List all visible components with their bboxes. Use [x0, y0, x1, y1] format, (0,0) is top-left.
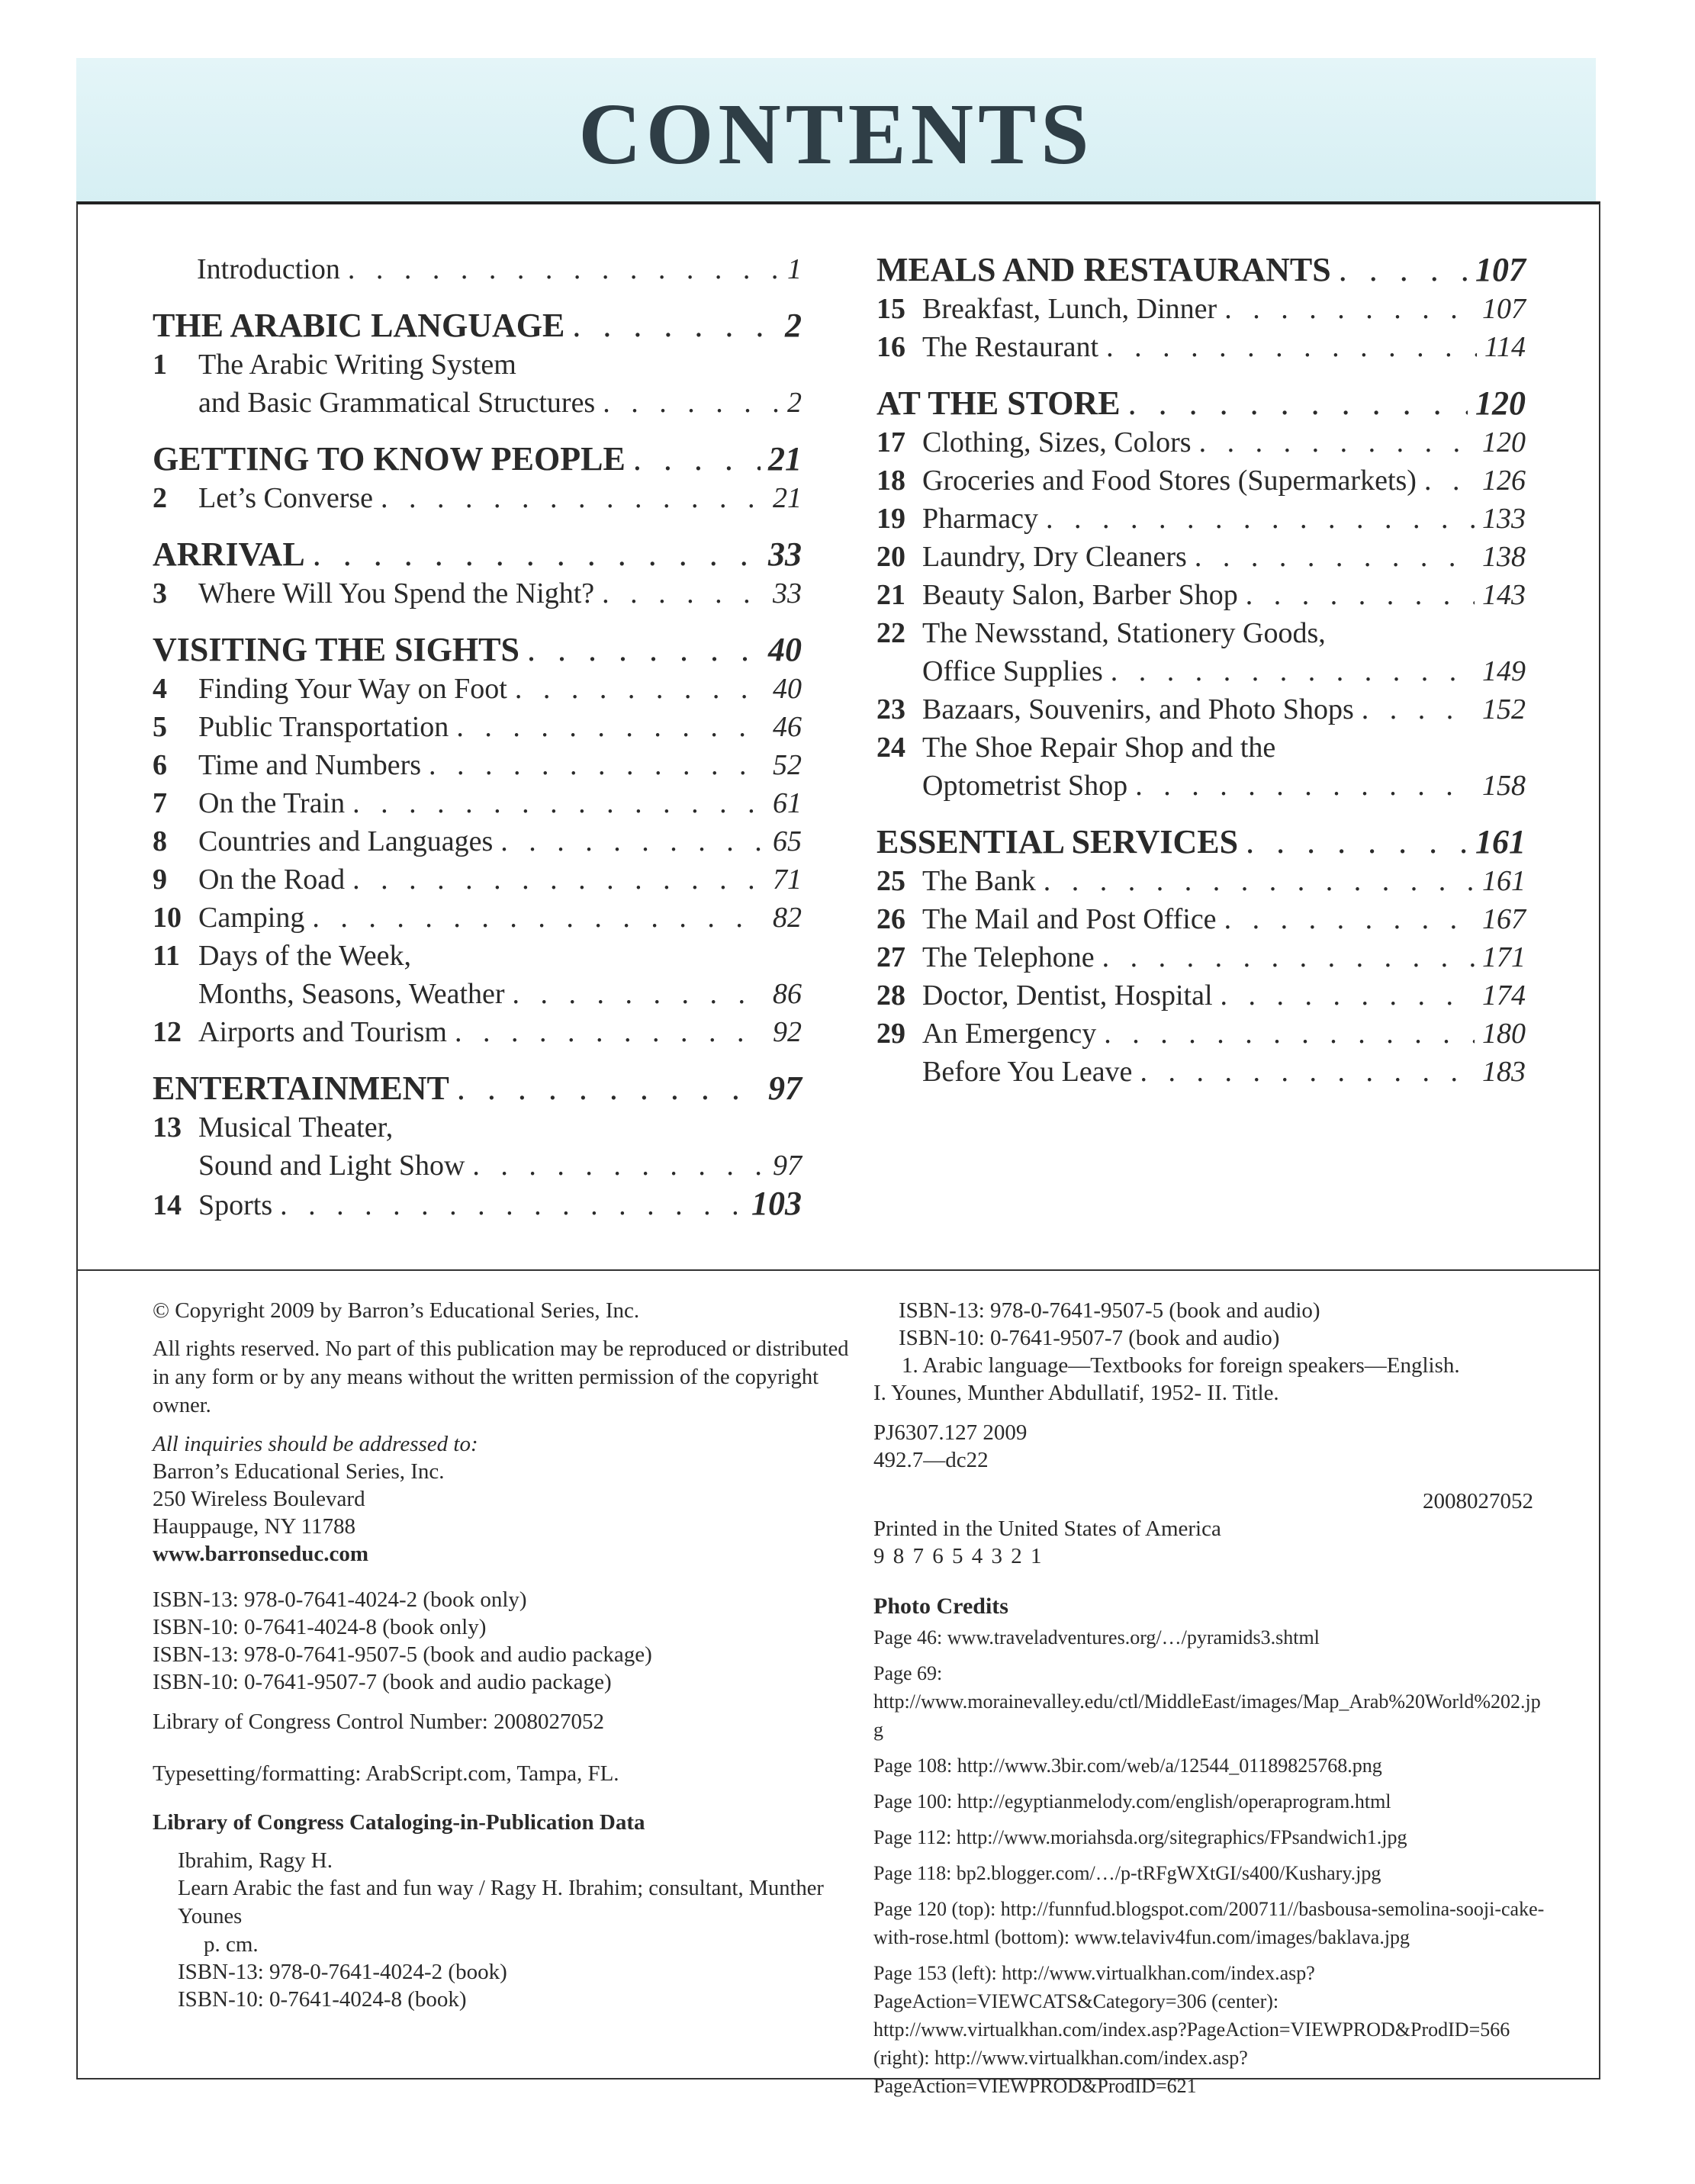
- toc-entry[interactable]: [153, 975, 802, 1013]
- toc-entry[interactable]: [876, 938, 1526, 976]
- page-number: 103: [751, 1185, 802, 1222]
- photo-credits-heading: Photo Credits: [873, 1594, 1008, 1619]
- page-number: 133: [1482, 503, 1526, 535]
- dot-leader: [1221, 976, 1475, 1015]
- chapter-number: 3: [153, 577, 167, 610]
- dot-leader: [472, 1147, 765, 1185]
- entry-title: Groceries and Food Stores (Supermarkets): [922, 465, 1417, 497]
- chapter-number: 8: [153, 825, 167, 857]
- page-number: 33: [768, 536, 802, 573]
- dot-leader: [1104, 1015, 1475, 1053]
- entry-title: Beauty Salon, Barber Shop: [922, 579, 1238, 611]
- entry-title: Introduction: [197, 253, 340, 285]
- chapter-number: 1: [153, 349, 167, 381]
- entry-title: Time and Numbers: [198, 749, 422, 781]
- chapter-number: 26: [876, 903, 905, 935]
- copyright-column: [153, 1297, 854, 2013]
- chapter-number: 15: [876, 293, 905, 325]
- toc-entry[interactable]: [876, 328, 1526, 366]
- entry-title: The Shoe Repair Shop and the: [922, 732, 1276, 764]
- dot-leader: [1044, 862, 1475, 900]
- chapter-number: 9: [153, 864, 167, 896]
- page-number: 40: [768, 631, 802, 668]
- cip-added-entries: I. Younes, Munther Abdullatif, 1952- II. Title.: [873, 1381, 1279, 1405]
- chapter-number: 5: [153, 711, 167, 743]
- isbn-line: ISBN-10: 0-7641-9507-7 (book and audio package): [153, 1670, 612, 1694]
- cip-isbn: ISBN-13: 978-0-7641-4024-2 (book): [178, 1960, 507, 1984]
- dot-leader: [1339, 250, 1468, 290]
- photo-credit-item: Page 120 (top): http://funnfud.blogspot.com/200711//basbousa-semolina-sooji-cake-with-rose.html (bottom): www.telaviv4fun.com/images/baklava.jpg: [873, 1898, 1545, 1948]
- dot-leader: [352, 784, 765, 822]
- toc-entry[interactable]: [153, 346, 802, 384]
- toc-section-heading[interactable]: [153, 630, 802, 670]
- page-number: 40: [773, 673, 802, 705]
- toc-left-column: [153, 250, 802, 1223]
- page-number: 120: [1482, 426, 1526, 458]
- page-number: 2: [785, 307, 802, 344]
- dot-leader: [1140, 1053, 1475, 1091]
- copyright-line: © Copyright 2009 by Barron’s Educational Series, Inc.: [153, 1298, 640, 1323]
- toc-section-heading[interactable]: [153, 535, 802, 574]
- page-number: 82: [773, 902, 802, 934]
- page-number: 152: [1482, 693, 1526, 725]
- chapter-number: 14: [153, 1189, 182, 1221]
- chapter-number: 21: [876, 579, 905, 611]
- entry-title: Public Transportation: [198, 711, 449, 743]
- page-number: 33: [773, 577, 802, 610]
- entry-title: The Telephone: [922, 941, 1095, 973]
- entry-title: Office Supplies: [922, 655, 1103, 687]
- entry-title: Finding Your Way on Foot: [198, 673, 507, 705]
- page-number: 174: [1482, 979, 1526, 1012]
- entry-title: On the Train: [198, 787, 346, 819]
- section-divider: [76, 1269, 1600, 1271]
- toc-section-heading[interactable]: [153, 439, 802, 479]
- entry-title: Sports: [198, 1189, 273, 1221]
- dot-leader: [1046, 500, 1475, 538]
- dot-leader: [500, 822, 765, 860]
- page-number: 171: [1482, 941, 1526, 973]
- page-number: 158: [1482, 770, 1526, 802]
- dot-leader: [381, 479, 765, 517]
- cip-pcm: p. cm.: [204, 1932, 259, 1957]
- toc-entry[interactable]: [153, 384, 802, 422]
- toc-entry[interactable]: [876, 423, 1526, 462]
- toc-entry[interactable]: [153, 1013, 802, 1051]
- publisher-name: Barron’s Educational Series, Inc.: [153, 1459, 445, 1484]
- printing-line: 9 8 7 6 5 4 3 2 1: [873, 1544, 1044, 1568]
- lc-classification: PJ6307.127 2009: [873, 1420, 1028, 1445]
- toc-entry[interactable]: [153, 250, 802, 288]
- toc-entry[interactable]: [876, 614, 1526, 652]
- cip-right-column: [873, 1297, 1545, 2108]
- page-number: 97: [773, 1150, 802, 1182]
- toc-entry[interactable]: [876, 862, 1526, 900]
- toc-entry[interactable]: [153, 670, 802, 708]
- page-number: 114: [1484, 331, 1526, 363]
- dot-leader: [1195, 538, 1475, 576]
- dot-leader: [1224, 290, 1475, 328]
- entry-title: Doctor, Dentist, Hospital: [922, 979, 1213, 1012]
- dot-leader: [1199, 423, 1475, 462]
- dot-leader: [1102, 938, 1475, 976]
- toc-entry[interactable]: [876, 576, 1526, 614]
- toc-entry[interactable]: [876, 462, 1526, 500]
- cip-author: Ibrahim, Ragy H.: [178, 1848, 333, 1873]
- entry-title: Laundry, Dry Cleaners: [922, 541, 1187, 573]
- cip-record: [153, 1847, 854, 2013]
- cip-right-isbn: ISBN-10: 0-7641-9507-7 (book and audio): [899, 1326, 1280, 1350]
- entry-title: ESSENTIAL SERVICES: [876, 823, 1239, 860]
- page-number: 86: [773, 978, 802, 1010]
- inquiries-label: All inquiries should be addressed to:: [153, 1432, 478, 1456]
- chapter-number: 29: [876, 1018, 905, 1050]
- page-number: 71: [773, 864, 802, 896]
- lccn: 2008027052: [1423, 1489, 1533, 1513]
- dot-leader: [1246, 822, 1468, 862]
- entry-title: Breakfast, Lunch, Dinner: [922, 293, 1217, 325]
- dot-leader: [457, 1069, 761, 1108]
- entry-title: Let’s Converse: [198, 482, 374, 514]
- toc-entry[interactable]: [876, 652, 1526, 690]
- entry-title: AT THE STORE: [876, 384, 1121, 422]
- toc-entry[interactable]: [153, 574, 802, 613]
- entry-title: THE ARABIC LANGUAGE: [153, 307, 565, 344]
- entry-title: MEALS AND RESTAURANTS: [876, 251, 1331, 288]
- page-number: 46: [773, 711, 802, 743]
- photo-credit-item: Page 153 (left): http://www.virtualkhan.com/index.asp?PageAction=VIEWCATS&Category=306 (center): http://www.virtualkhan.com/index.asp?PageAction=VIEWPROD&ProdID=566 (right): http://www.virtualkhan.com/index.asp?PageAction=VIEWPROD&ProdID=621: [873, 1962, 1510, 2097]
- toc-section-heading[interactable]: [876, 384, 1526, 423]
- isbn-line: ISBN-13: 978-0-7641-9507-5 (book and audio package): [153, 1642, 652, 1667]
- toc-entry[interactable]: [153, 899, 802, 937]
- page-number: 21: [768, 440, 802, 478]
- dot-leader: [1111, 652, 1475, 690]
- toc-entry[interactable]: [876, 538, 1526, 576]
- chapter-number: 25: [876, 865, 905, 897]
- title-banner: [76, 58, 1596, 203]
- page-number: 65: [773, 825, 802, 857]
- toc-entry[interactable]: [153, 746, 802, 784]
- cip-title: Learn Arabic the fast and fun way / Ragy H. Ibrahim; consultant, Munther Younes: [178, 1877, 824, 1928]
- page-number: 138: [1482, 541, 1526, 573]
- chapter-number: 11: [153, 940, 180, 972]
- isbn-line: ISBN-13: 978-0-7641-4024-2 (book only): [153, 1587, 527, 1612]
- entry-title: Months, Seasons, Weather: [198, 978, 505, 1010]
- toc-entry[interactable]: [153, 860, 802, 899]
- photo-credit-item: Page 112: http://www.moriahsda.org/sitegraphics/FPsandwich1.jpg: [873, 1826, 1407, 1848]
- typesetting-credit: Typesetting/formatting: ArabScript.com, Tampa, FL.: [153, 1761, 619, 1786]
- toc-entry[interactable]: [876, 767, 1526, 805]
- toc-entry[interactable]: [876, 1053, 1526, 1091]
- dewey-number: 492.7—dc22: [873, 1448, 989, 1472]
- chapter-number: 19: [876, 503, 905, 535]
- dot-leader: [1246, 576, 1475, 614]
- chapter-number: 28: [876, 979, 905, 1012]
- dot-leader: [1106, 328, 1477, 366]
- dot-leader: [513, 975, 765, 1013]
- toc-entry[interactable]: [153, 1185, 802, 1223]
- entry-title: The Restaurant: [922, 331, 1099, 363]
- toc-entry[interactable]: [153, 937, 802, 975]
- dot-leader: [1128, 384, 1468, 423]
- photo-credit-item: Page 69: http://www.morainevalley.edu/ctl/MiddleEast/images/Map_Arab%20World%202.jpg: [873, 1662, 1541, 1741]
- dot-leader: [527, 630, 761, 670]
- dot-leader: [313, 535, 761, 574]
- toc-entry[interactable]: [153, 784, 802, 822]
- page-number: 161: [1475, 823, 1526, 860]
- toc-section-heading[interactable]: [153, 306, 802, 346]
- toc-entry[interactable]: [876, 976, 1526, 1015]
- chapter-number: 12: [153, 1016, 182, 1048]
- dot-leader: [1135, 767, 1475, 805]
- cip-heading: Library of Congress Cataloging-in-Publication Data: [153, 1810, 645, 1835]
- toc-entry[interactable]: [876, 290, 1526, 328]
- toc-section-heading[interactable]: [876, 250, 1526, 290]
- entry-title: The Bank: [922, 865, 1036, 897]
- entry-title: Airports and Tourism: [198, 1016, 447, 1048]
- toc-entry[interactable]: [876, 729, 1526, 767]
- chapter-number: 18: [876, 465, 905, 497]
- chapter-number: 22: [876, 617, 905, 649]
- toc-entry[interactable]: [153, 708, 802, 746]
- dot-leader: [633, 439, 761, 479]
- toc-entry[interactable]: [153, 1147, 802, 1185]
- toc-entry[interactable]: [876, 690, 1526, 729]
- entry-title: The Arabic Writing System: [198, 349, 516, 381]
- publisher-street: 250 Wireless Boulevard: [153, 1487, 365, 1511]
- page-number: 180: [1482, 1018, 1526, 1050]
- dot-leader: [455, 1013, 765, 1051]
- dot-leader: [603, 384, 780, 422]
- chapter-number: 6: [153, 749, 167, 781]
- toc-entry[interactable]: [876, 900, 1526, 938]
- entry-title: Bazaars, Souvenirs, and Photo Shops: [922, 693, 1354, 725]
- dot-leader: [602, 574, 765, 613]
- photo-credit-item: Page 108: http://www.3bir.com/web/a/12544_01189825768.png: [873, 1755, 1382, 1777]
- entry-title: Days of the Week,: [198, 940, 412, 972]
- chapter-number: 23: [876, 693, 905, 725]
- entry-title: Clothing, Sizes, Colors: [922, 426, 1192, 458]
- toc-right-column: [876, 250, 1526, 1091]
- page-number: 97: [768, 1069, 802, 1107]
- printed-in: Printed in the United States of America: [873, 1517, 1221, 1541]
- rights-notice: All rights reserved. No part of this publication may be reproduced or distributed in any form or by any means without the written permission of the copyright owner.: [153, 1337, 849, 1417]
- entry-title: Countries and Languages: [198, 825, 494, 857]
- page-number: 167: [1482, 903, 1526, 935]
- page-number: 126: [1482, 465, 1526, 497]
- photo-credit-item: Page 46: www.traveladventures.org/…/pyramids3.shtml: [873, 1626, 1320, 1648]
- chapter-number: 13: [153, 1111, 182, 1143]
- page-number: 52: [773, 749, 802, 781]
- chapter-number: 17: [876, 426, 905, 458]
- page-number: 183: [1482, 1056, 1526, 1088]
- entry-title: GETTING TO KNOW PEOPLE: [153, 440, 626, 478]
- entry-title: Before You Leave: [922, 1056, 1133, 1088]
- entry-title: On the Road: [198, 864, 346, 896]
- page-number: 120: [1475, 384, 1526, 422]
- cip-subject: 1. Arabic language—Textbooks for foreign speakers—English.: [902, 1353, 1460, 1378]
- page-number: 107: [1475, 251, 1526, 288]
- photo-credit-item: Page 118: bp2.blogger.com/…/p-tRFgWXtGI/s400/Kushary.jpg: [873, 1862, 1381, 1884]
- dot-leader: [348, 250, 780, 288]
- dot-leader: [429, 746, 765, 784]
- page-number: 61: [773, 787, 802, 819]
- toc-entry[interactable]: [153, 1108, 802, 1147]
- dot-leader: [352, 860, 765, 899]
- photo-credits-list: [873, 1623, 1545, 2100]
- cip-isbn: ISBN-10: 0-7641-4024-8 (book): [178, 1987, 467, 2012]
- entry-title: Where Will You Spend the Night?: [198, 577, 595, 610]
- page-number: 143: [1482, 579, 1526, 611]
- page-title: CONTENTS: [578, 85, 1094, 182]
- entry-title: Sound and Light Show: [198, 1150, 465, 1182]
- chapter-number: 2: [153, 482, 167, 514]
- dot-leader: [456, 708, 765, 746]
- dot-leader: [280, 1186, 744, 1224]
- chapter-number: 27: [876, 941, 905, 973]
- chapter-number: 10: [153, 902, 182, 934]
- page-number: 161: [1482, 865, 1526, 897]
- dot-leader: [312, 899, 765, 937]
- publisher-website: www.barronseduc.com: [153, 1542, 369, 1566]
- chapter-number: 16: [876, 331, 905, 363]
- chapter-number: 4: [153, 673, 167, 705]
- entry-title: Pharmacy: [922, 503, 1038, 535]
- photo-credit-item: Page 100: http://egyptianmelody.com/english/operaprogram.html: [873, 1790, 1391, 1812]
- cip-right-isbn: ISBN-13: 978-0-7641-9507-5 (book and audio): [899, 1298, 1320, 1323]
- entry-title: The Newsstand, Stationery Goods,: [922, 617, 1326, 649]
- toc-section-heading[interactable]: [876, 822, 1526, 862]
- page-number: 2: [787, 387, 802, 419]
- entry-title: Musical Theater,: [198, 1111, 394, 1143]
- page-number: 1: [787, 253, 802, 285]
- toc-entry[interactable]: [876, 1015, 1526, 1053]
- chapter-number: 24: [876, 732, 905, 764]
- dot-leader: [515, 670, 765, 708]
- toc-section-heading[interactable]: [153, 1069, 802, 1108]
- publisher-city: Hauppauge, NY 11788: [153, 1514, 356, 1539]
- toc-entry[interactable]: [153, 479, 802, 517]
- entry-title: and Basic Grammatical Structures: [198, 387, 596, 419]
- dot-leader: [572, 306, 777, 346]
- toc-entry[interactable]: [876, 500, 1526, 538]
- isbn-line: ISBN-10: 0-7641-4024-8 (book only): [153, 1615, 487, 1639]
- page-number: 92: [773, 1016, 802, 1048]
- page-number: 149: [1482, 655, 1526, 687]
- chapter-number: 20: [876, 541, 905, 573]
- chapter-number: 7: [153, 787, 167, 819]
- entry-title: An Emergency: [922, 1018, 1097, 1050]
- entry-title: The Mail and Post Office: [922, 903, 1217, 935]
- page-number: 21: [773, 482, 802, 514]
- entry-title: Optometrist Shop: [922, 770, 1128, 802]
- dot-leader: [1424, 462, 1475, 500]
- dot-leader: [1224, 900, 1475, 938]
- entry-title: VISITING THE SIGHTS: [153, 631, 519, 668]
- dot-leader: [1362, 690, 1475, 729]
- loc-control-number: Library of Congress Control Number: 2008027052: [153, 1710, 605, 1734]
- toc-entry[interactable]: [153, 822, 802, 860]
- page-number: 107: [1482, 293, 1526, 325]
- entry-title: Camping: [198, 902, 305, 934]
- entry-title: ARRIVAL: [153, 536, 305, 573]
- entry-title: ENTERTAINMENT: [153, 1069, 449, 1107]
